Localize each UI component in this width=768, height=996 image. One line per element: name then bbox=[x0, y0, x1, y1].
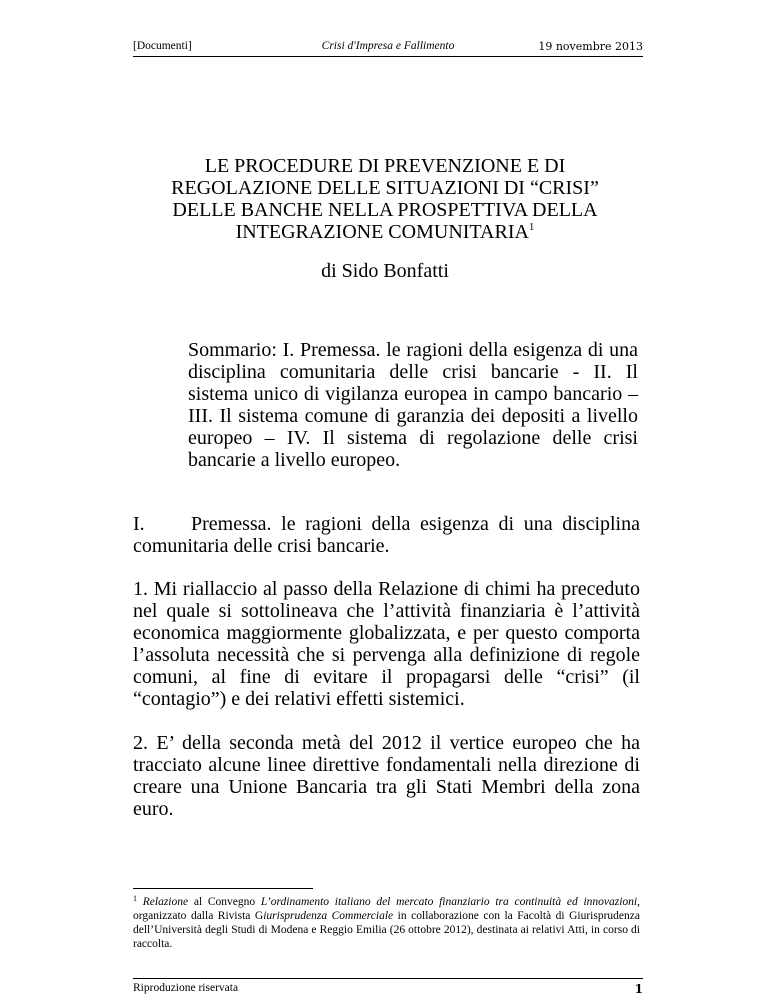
footnote-ref: 1 bbox=[133, 894, 137, 903]
title-line-3: DELLE BANCHE NELLA PROSPETTIVA DELLA bbox=[172, 199, 598, 221]
article-author: di Sido Bonfatti bbox=[321, 260, 449, 282]
section-heading-text: Premessa. le ragioni della esigenza di una disciplina comunitaria delle crisi bancarie. bbox=[133, 513, 640, 557]
footer-rights: Riproduzione riservata bbox=[133, 982, 239, 994]
footnote bbox=[133, 895, 640, 951]
footnote-relazione: Relazione bbox=[142, 896, 189, 908]
title-line-4-text: INTEGRAZIONE COMUNITARIA bbox=[235, 221, 529, 243]
page-number: 1 bbox=[634, 982, 643, 996]
footnote-text-3: in collaborazione con la Facoltà di Giurisprudenza dell’Università degli Studi di Modena e Reggio Emilia (26 ottobre 2012), destinata ai relativi Atti, in corso di raccolta. bbox=[133, 910, 640, 950]
paragraph-2: 2. E’ della seconda metà del 2012 il vertice europeo che ha tracciato alcune linee direttive fondamentali nella direzione di creare una Unione Bancaria tra gli Stati Membri della zona euro. bbox=[133, 732, 640, 820]
article-title bbox=[130, 155, 640, 243]
footnote-rivista: iurisprudenza Commerciale bbox=[263, 910, 394, 922]
footnote-text-2: , organizzato dalla Rivista G bbox=[133, 896, 640, 922]
section-heading bbox=[133, 513, 640, 557]
header-date: 19 novembre 2013 bbox=[538, 40, 643, 53]
page-header bbox=[133, 36, 643, 56]
title-line-4 bbox=[130, 221, 640, 243]
title-line-2: REGOLAZIONE DELLE SITUAZIONI DI “CRISI” bbox=[171, 177, 599, 199]
header-journal-title: Crisi d'Impresa e Fallimento bbox=[321, 40, 455, 52]
page-footer bbox=[133, 982, 643, 994]
footnote-text-1: al Convegno bbox=[188, 896, 261, 908]
footnote-convegno: L’ordinamento italiano del mercato finanziario tra continuità ed innovazioni bbox=[260, 896, 638, 908]
header-section-label: [Documenti] bbox=[133, 40, 192, 52]
paragraph-1: 1. Mi riallaccio al passo della Relazione di chimi ha preceduto nel quale si sottolineava che l’attività finanziaria è l’attività economica maggiormente globalizzata, e per questo comporta l’assoluta necessità che si pervenga alla definizione di regole comuni, al fine di evitare il propagarsi delle “crisi” (il “contagio”) e dei relativi effetti sistemici. bbox=[133, 578, 640, 710]
title-line-1: LE PROCEDURE DI PREVENZIONE E DI bbox=[204, 155, 566, 177]
section-number: I. bbox=[133, 513, 145, 535]
footer-divider bbox=[133, 978, 643, 979]
header-divider bbox=[133, 56, 643, 57]
title-footnote-ref[interactable]: 1 bbox=[528, 221, 535, 233]
footnote-divider bbox=[133, 888, 313, 889]
article-summary: Sommario: I. Premessa. le ragioni della esigenza di una disciplina comunitaria delle crisi bancarie - II. Il sistema unico di vigilanza europea in campo bancario – III. Il sistema comune di garanzia dei depositi a livello europeo – IV. Il sistema di regolazione delle crisi bancarie a livello europeo. bbox=[188, 339, 638, 471]
